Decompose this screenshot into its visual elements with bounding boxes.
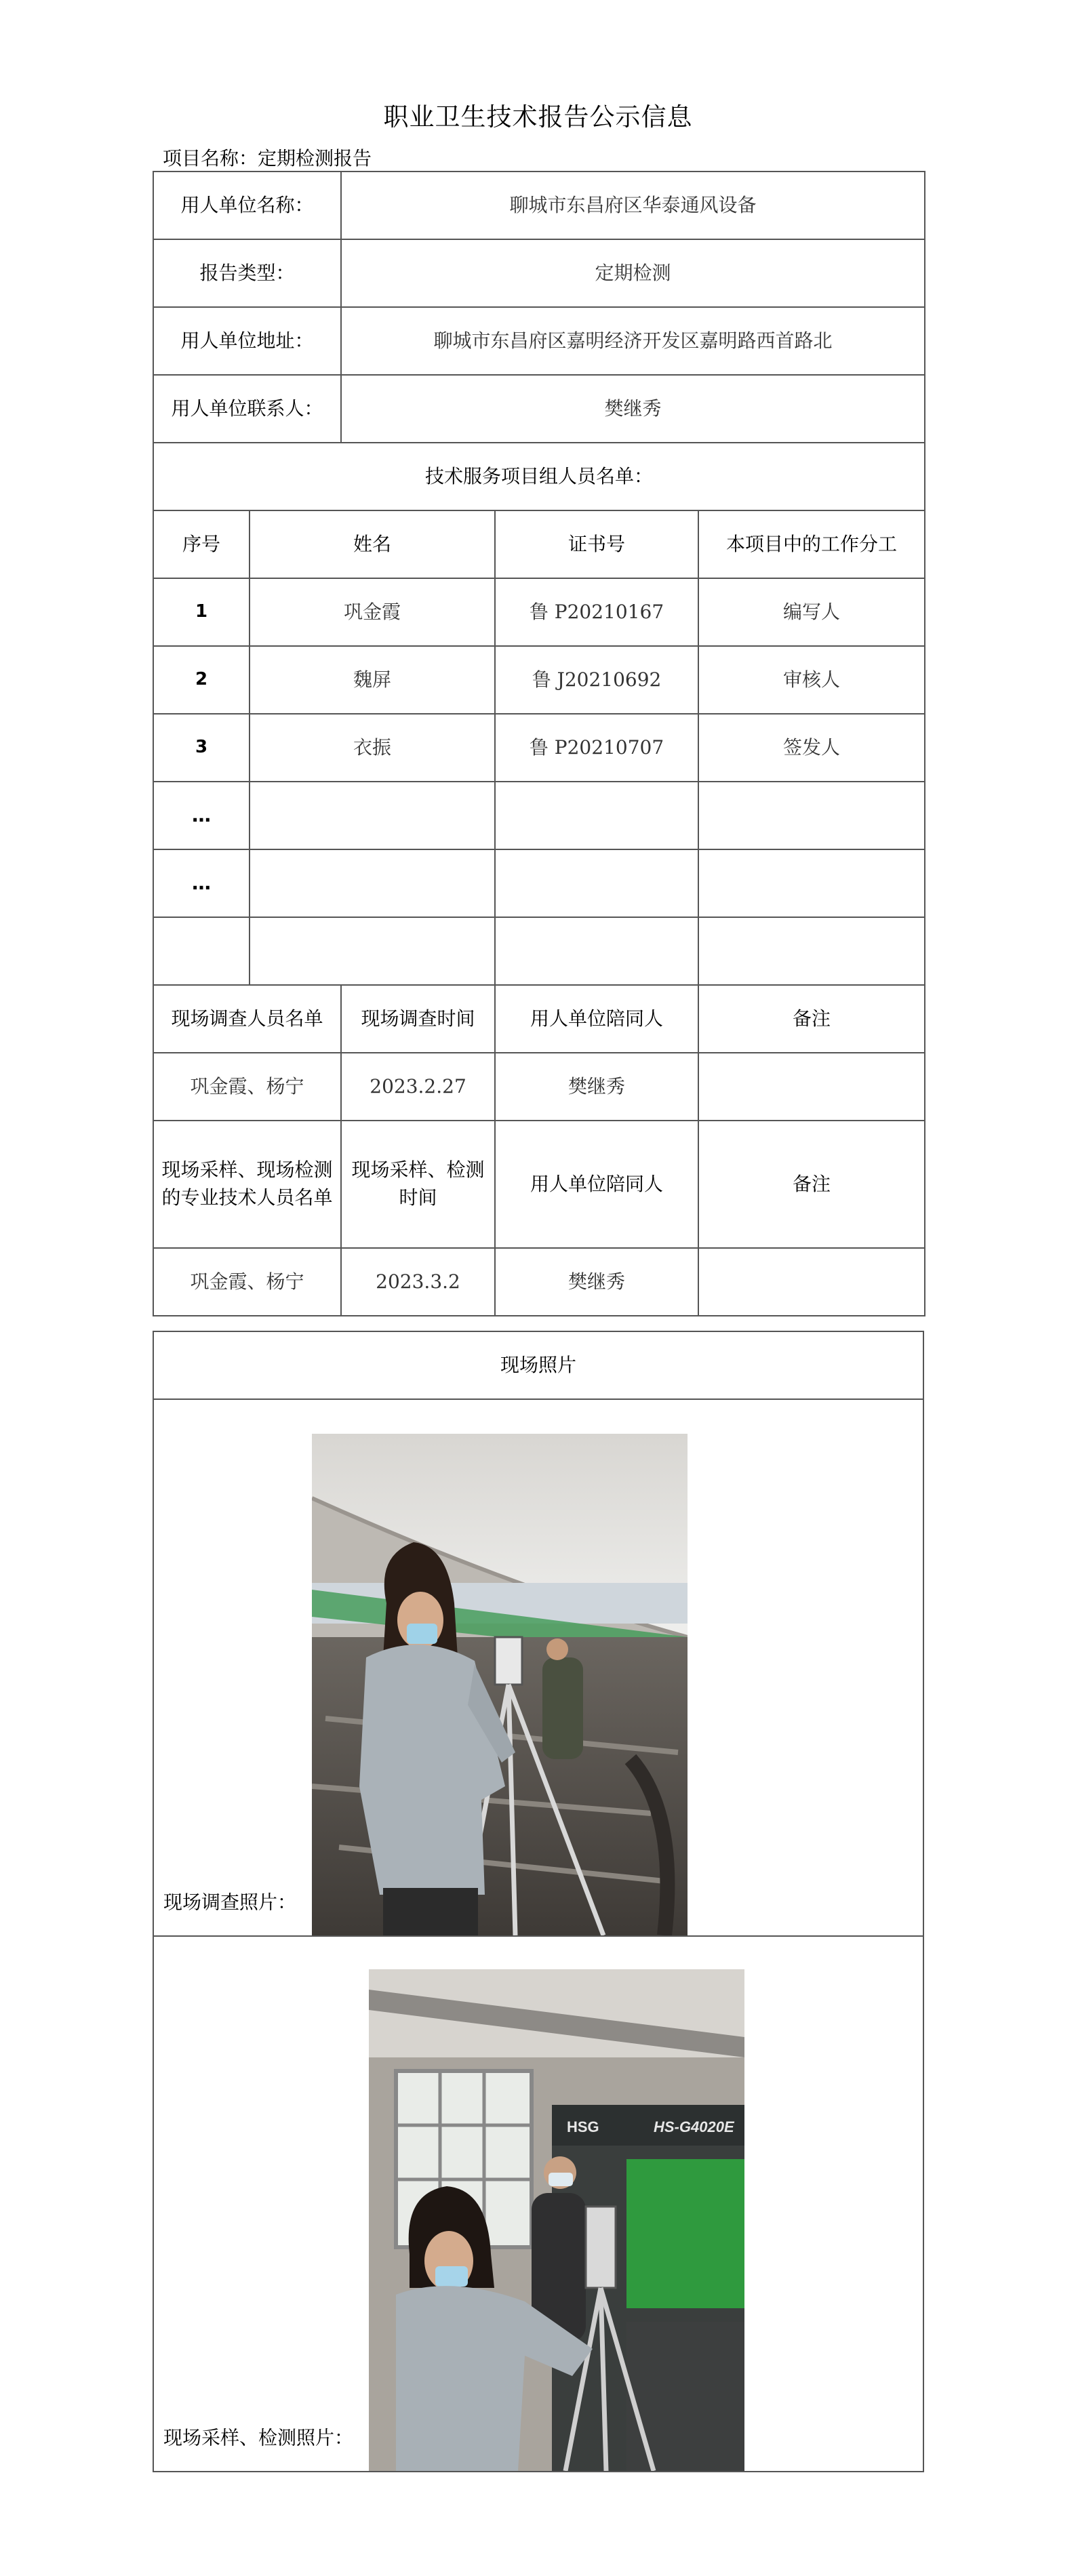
row-role xyxy=(698,849,925,917)
machine-brand: HSG xyxy=(566,2118,599,2135)
info-label: 报告类型： xyxy=(153,239,341,307)
info-value: 樊继秀 xyxy=(341,375,925,443)
photos-heading: 现场照片 xyxy=(153,1331,923,1399)
table-row xyxy=(153,714,925,782)
team-heading-row xyxy=(153,443,925,510)
info-value: 聊城市东昌府区嘉明经济开发区嘉明路西首路北 xyxy=(341,307,925,375)
info-label: 用人单位名称： xyxy=(153,172,341,239)
row-role: 编写人 xyxy=(698,578,925,646)
info-table xyxy=(153,171,925,1316)
col-header-role: 本项目中的工作分工 xyxy=(698,510,925,578)
table-row xyxy=(153,646,925,714)
row-no: 1 xyxy=(153,578,250,646)
survey-time: 2023.2.27 xyxy=(341,1053,495,1121)
project-value: 定期检测报告 xyxy=(258,147,372,169)
page-title: 职业卫生技术报告公示信息 xyxy=(383,102,693,132)
project-name xyxy=(163,144,372,171)
table-row xyxy=(153,578,925,646)
machine-model: HS-G4020E xyxy=(653,2118,734,2135)
sampling-photo-cell xyxy=(153,1936,923,2472)
survey-names: 巩金霞、杨宁 xyxy=(153,1053,341,1121)
photos-table xyxy=(153,1331,924,2472)
sampling-names: 巩金霞、杨宁 xyxy=(153,1248,341,1316)
survey-header-names: 现场调查人员名单 xyxy=(153,985,341,1053)
survey-header-row xyxy=(153,985,925,1053)
row-no xyxy=(153,917,250,985)
row-no: 3 xyxy=(153,714,250,782)
row-cert: 鲁 P20210707 xyxy=(495,714,698,782)
row-name: 魏屏 xyxy=(250,646,495,714)
info-label: 用人单位联系人： xyxy=(153,375,341,443)
sampling-header-time: 现场采样、检测时间 xyxy=(341,1121,495,1248)
team-header-row xyxy=(153,510,925,578)
sampling-note xyxy=(698,1248,925,1316)
info-row-contact xyxy=(153,375,925,443)
survey-photo-cell xyxy=(153,1399,923,1936)
sampling-header-escort: 用人单位陪同人 xyxy=(495,1121,698,1248)
sampling-escort: 樊继秀 xyxy=(495,1248,698,1316)
sampling-row xyxy=(153,1248,925,1316)
row-name: 衣振 xyxy=(250,714,495,782)
survey-row xyxy=(153,1053,925,1121)
row-no: 2 xyxy=(153,646,250,714)
row-role: 签发人 xyxy=(698,714,925,782)
info-row-address xyxy=(153,307,925,375)
col-header-name: 姓名 xyxy=(250,510,495,578)
row-role xyxy=(698,917,925,985)
row-cert xyxy=(495,849,698,917)
survey-photo-row xyxy=(153,1399,923,1936)
survey-photo xyxy=(312,1434,688,1935)
sampling-header-note: 备注 xyxy=(698,1121,925,1248)
row-cert: 鲁 P20210167 xyxy=(495,578,698,646)
row-name xyxy=(250,849,495,917)
photos-heading-row xyxy=(153,1331,923,1399)
row-role xyxy=(698,782,925,849)
sampling-header-row xyxy=(153,1121,925,1248)
row-cert xyxy=(495,917,698,985)
row-no: … xyxy=(153,782,250,849)
row-cert xyxy=(495,782,698,849)
row-cert: 鲁 J20210692 xyxy=(495,646,698,714)
row-name xyxy=(250,782,495,849)
info-value: 聊城市东昌府区华泰通风设备 xyxy=(341,172,925,239)
survey-header-note: 备注 xyxy=(698,985,925,1053)
row-name xyxy=(250,917,495,985)
table-row xyxy=(153,917,925,985)
row-name: 巩金霞 xyxy=(250,578,495,646)
sampling-photo-row xyxy=(153,1936,923,2472)
table-row xyxy=(153,782,925,849)
row-no: … xyxy=(153,849,250,917)
sampling-time: 2023.3.2 xyxy=(341,1248,495,1316)
sampling-photo-label: 现场采样、检测照片： xyxy=(163,2426,354,2449)
team-heading: 技术服务项目组人员名单： xyxy=(153,443,925,510)
table-row xyxy=(153,849,925,917)
col-header-cert: 证书号 xyxy=(495,510,698,578)
sampling-photo xyxy=(369,1969,744,2471)
info-row-report-type xyxy=(153,239,925,307)
row-role: 审核人 xyxy=(698,646,925,714)
sampling-header-names: 现场采样、现场检测的专业技术人员名单 xyxy=(153,1121,341,1248)
info-label: 用人单位地址： xyxy=(153,307,341,375)
col-header-no: 序号 xyxy=(153,510,250,578)
survey-photo-label: 现场调查照片： xyxy=(163,1891,297,1914)
survey-escort: 樊继秀 xyxy=(495,1053,698,1121)
survey-header-escort: 用人单位陪同人 xyxy=(495,985,698,1053)
info-row-unit-name xyxy=(153,172,925,239)
project-label: 项目名称： xyxy=(163,147,258,169)
survey-note xyxy=(698,1053,925,1121)
info-value: 定期检测 xyxy=(341,239,925,307)
survey-header-time: 现场调查时间 xyxy=(341,985,495,1053)
